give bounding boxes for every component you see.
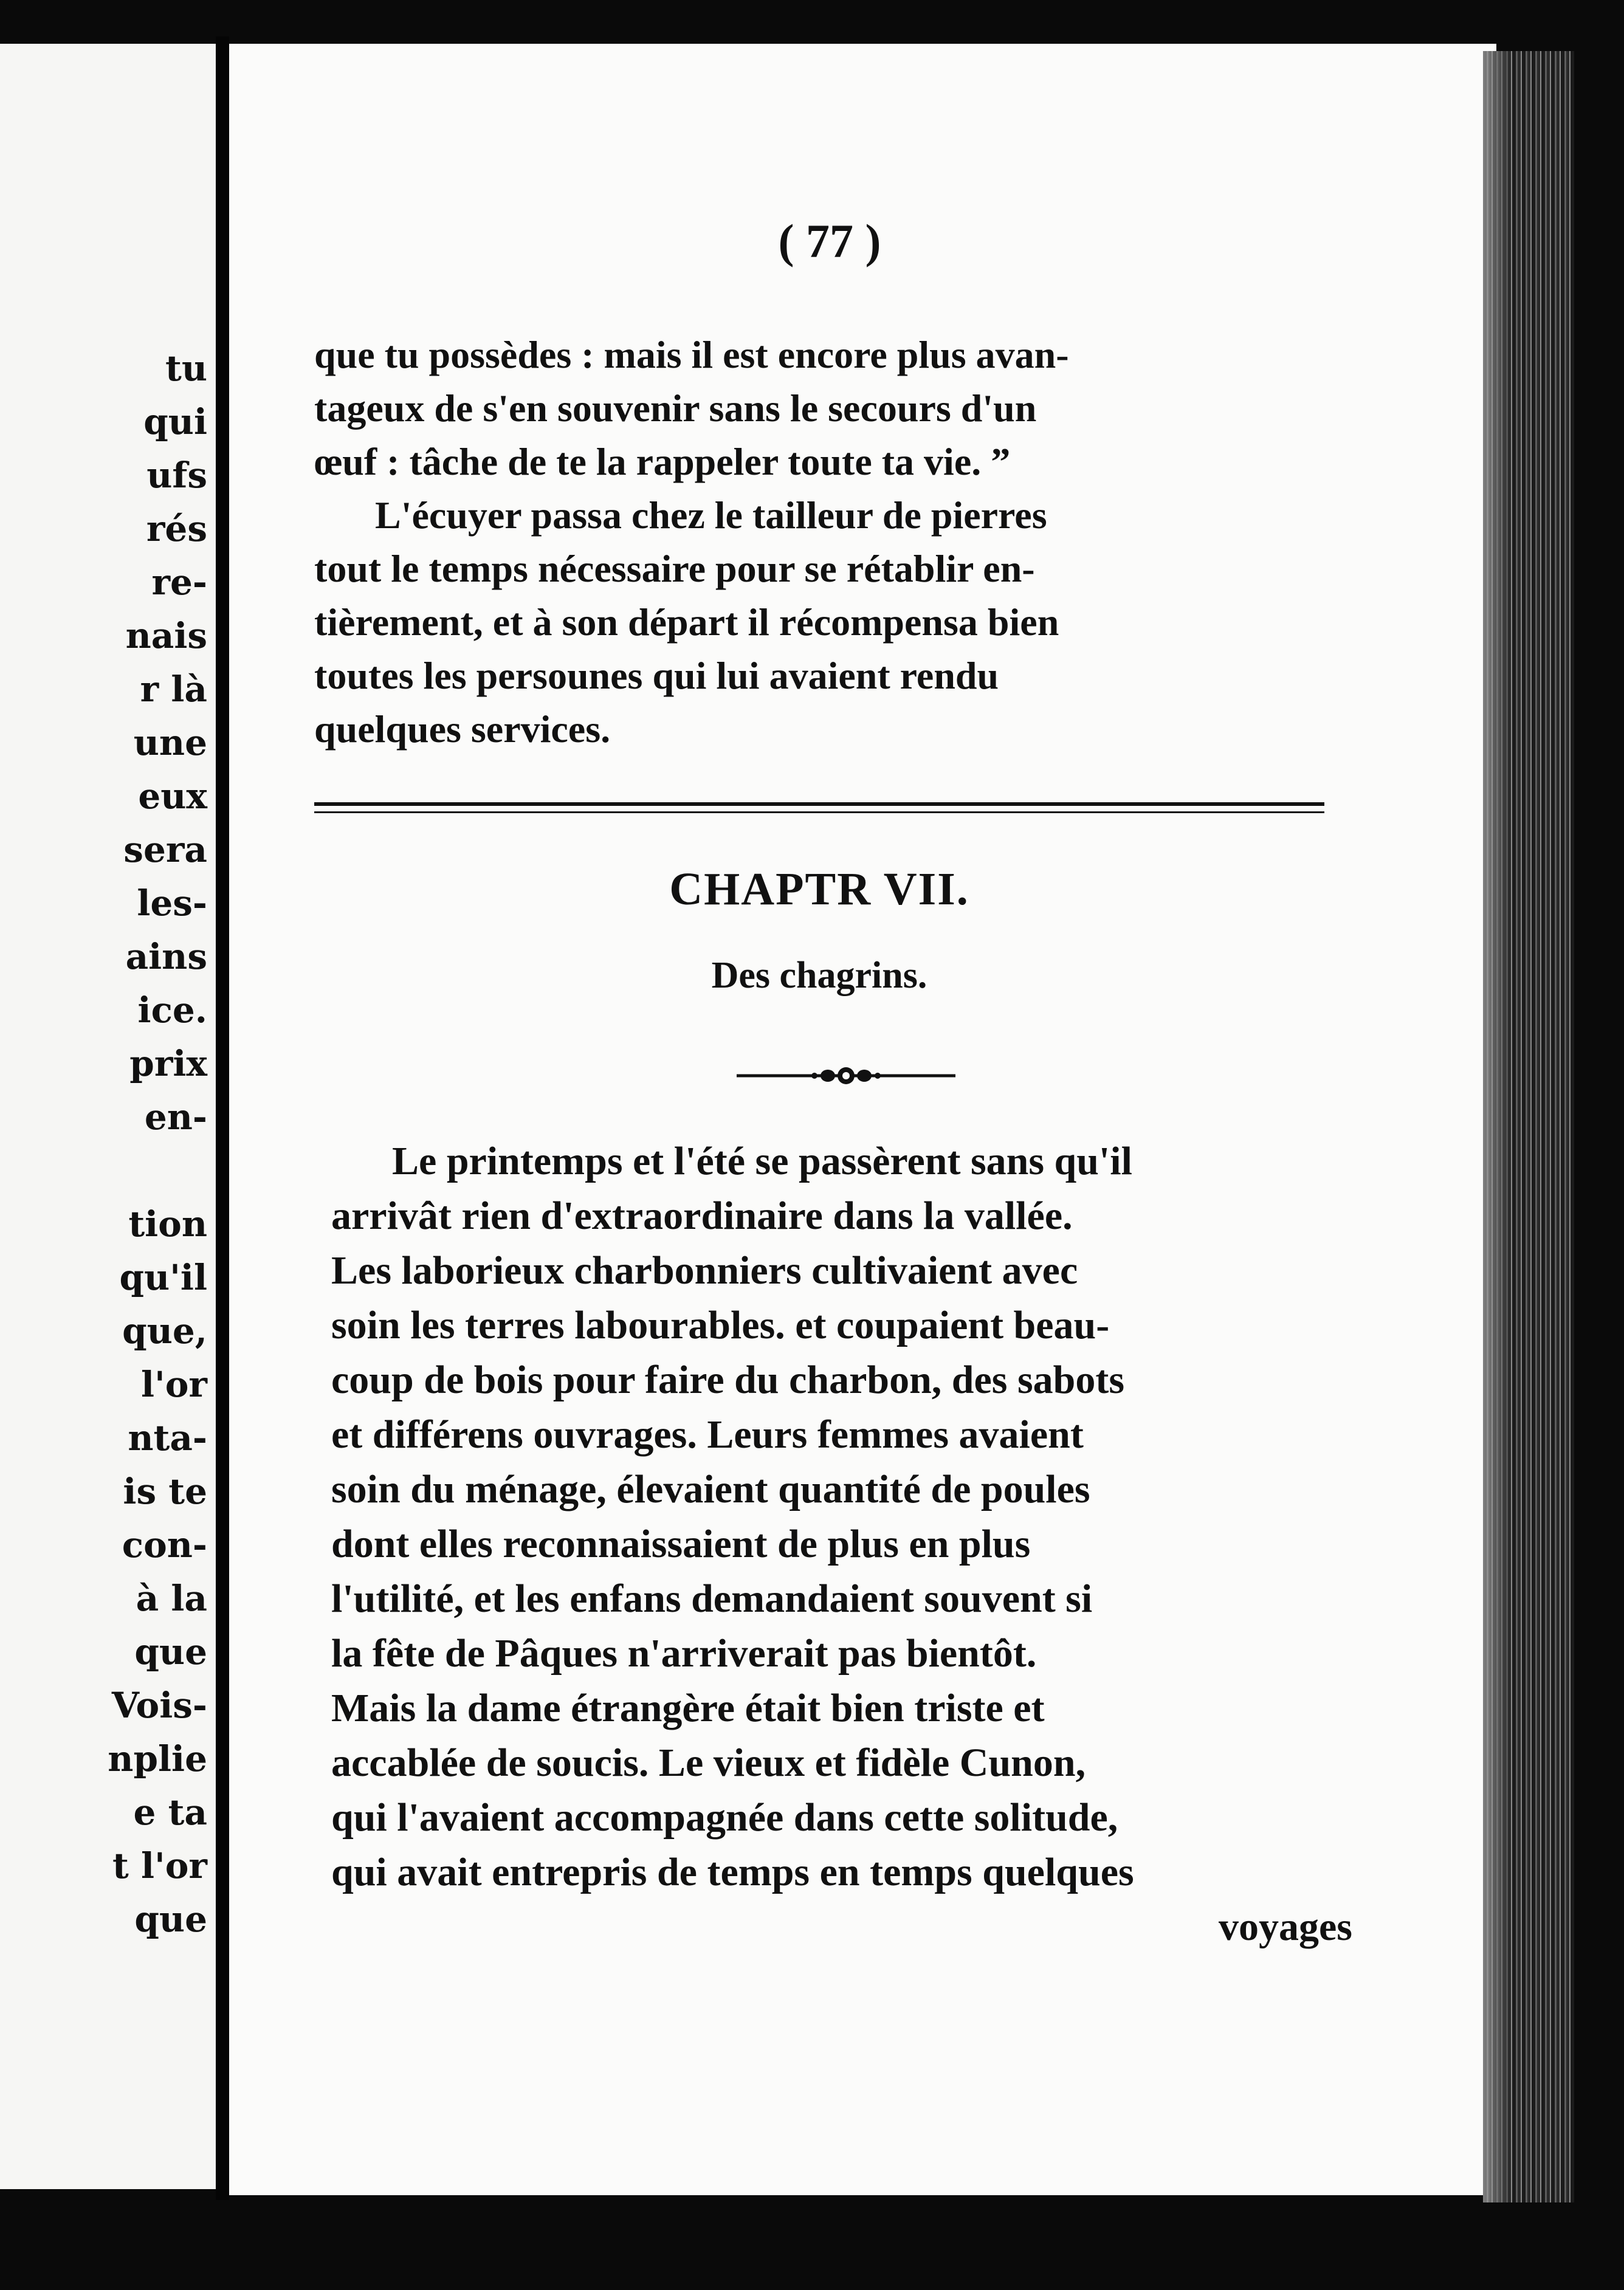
text-line: arrivât rien d'extraordinaire dans la vallée.: [331, 1194, 1073, 1238]
text-line: soin les terres labourables. et coupaient beau-: [331, 1303, 1110, 1347]
left-line-fragment: qui: [143, 401, 207, 442]
text-line: Les laborieux charbonniers cultivaient avec: [331, 1248, 1078, 1293]
left-line-fragment: e ta: [133, 1792, 207, 1833]
text-line: tageux de s'en souvenir sans le secours d'un: [314, 387, 1037, 430]
page-number: ( 77 ): [778, 215, 881, 267]
left-line-fragment: une: [133, 722, 207, 763]
left-page-text: [108, 342, 207, 1946]
text-line: qui avait entrepris de temps en temps quelques: [331, 1850, 1134, 1894]
section-rule: [314, 802, 1324, 813]
left-line-fragment: en-: [144, 1096, 207, 1138]
text-line: quelques services.: [314, 707, 611, 751]
left-line-fragment: nais: [125, 615, 207, 656]
text-line: qui l'avaient accompagnée dans cette solitude,: [331, 1795, 1118, 1840]
text-line: accablée de soucis. Le vieux et fidèle Cunon,: [331, 1741, 1086, 1785]
left-line-fragment: ufs: [146, 455, 207, 496]
text-line: soin du ménage, élevaient quantité de poules: [331, 1467, 1090, 1511]
left-line-fragment: [108, 1144, 207, 1197]
left-line-fragment: prix: [129, 1043, 207, 1084]
left-line-fragment: ice.: [137, 989, 207, 1031]
text-line: œuf : tâche de te la rappeler toute ta vie. ”: [314, 440, 1011, 483]
left-line-fragment: que: [134, 1631, 207, 1673]
chapter-subtitle: Des chagrins.: [711, 955, 927, 996]
text-line: coup de bois pour faire du charbon, des sabots: [331, 1358, 1125, 1402]
left-line-fragment: eux: [138, 775, 207, 817]
page-edges: [1483, 51, 1574, 2202]
left-line-fragment: con-: [122, 1524, 207, 1566]
left-line-fragment: que: [134, 1899, 207, 1940]
text-line: tout le temps nécessaire pour se rétablir en-: [314, 547, 1035, 590]
left-line-fragment: rés: [146, 508, 207, 549]
book-gutter: [216, 36, 229, 2200]
text-line: que tu possèdes : mais il est encore plus avan-: [314, 333, 1069, 376]
left-line-fragment: re-: [151, 562, 207, 603]
left-line-fragment: sera: [123, 829, 207, 870]
text-line: L'écuyer passa chez le tailleur de pierres: [375, 493, 1047, 537]
opening-text: [314, 328, 1324, 756]
chapter-body: [331, 1134, 1352, 1955]
left-line-fragment: tion: [128, 1203, 207, 1245]
left-line-fragment: Vois-: [111, 1685, 207, 1726]
left-line-fragment: t l'or: [112, 1845, 207, 1886]
left-page: [0, 44, 222, 2189]
ornament-divider: [737, 1061, 955, 1091]
text-line: Mais la dame étrangère était bien triste et: [331, 1686, 1045, 1730]
left-line-fragment: que,: [122, 1310, 207, 1352]
left-line-fragment: nta-: [128, 1417, 207, 1459]
left-line-fragment: is te: [123, 1471, 207, 1512]
chapter-title: CHAPTR VII.: [669, 864, 969, 915]
left-line-fragment: à la: [136, 1578, 207, 1619]
text-line: la fête de Pâques n'arriverait pas bientôt.: [331, 1631, 1037, 1676]
text-line: toutes les persounes qui lui avaient rendu: [314, 654, 999, 697]
left-line-fragment: ains: [125, 936, 207, 977]
text-line: dont elles reconnaissaient de plus en plus: [331, 1522, 1031, 1566]
text-line: Le printemps et l'été se passèrent sans qu'il: [392, 1139, 1132, 1183]
text-line: l'utilité, et les enfans demandaient souvent si: [331, 1577, 1093, 1621]
catchword: voyages: [1219, 1905, 1352, 1949]
text-line: et différens ouvrages. Leurs femmes avaient: [331, 1412, 1084, 1457]
left-line-fragment: qu'il: [119, 1257, 207, 1298]
left-line-fragment: les-: [137, 882, 207, 924]
left-line-fragment: l'or: [140, 1364, 207, 1405]
left-line-fragment: nplie: [108, 1738, 207, 1779]
text-line: tièrement, et à son départ il récompensa bien: [314, 600, 1059, 644]
left-line-fragment: r là: [140, 669, 207, 710]
left-line-fragment: tu: [165, 348, 207, 389]
